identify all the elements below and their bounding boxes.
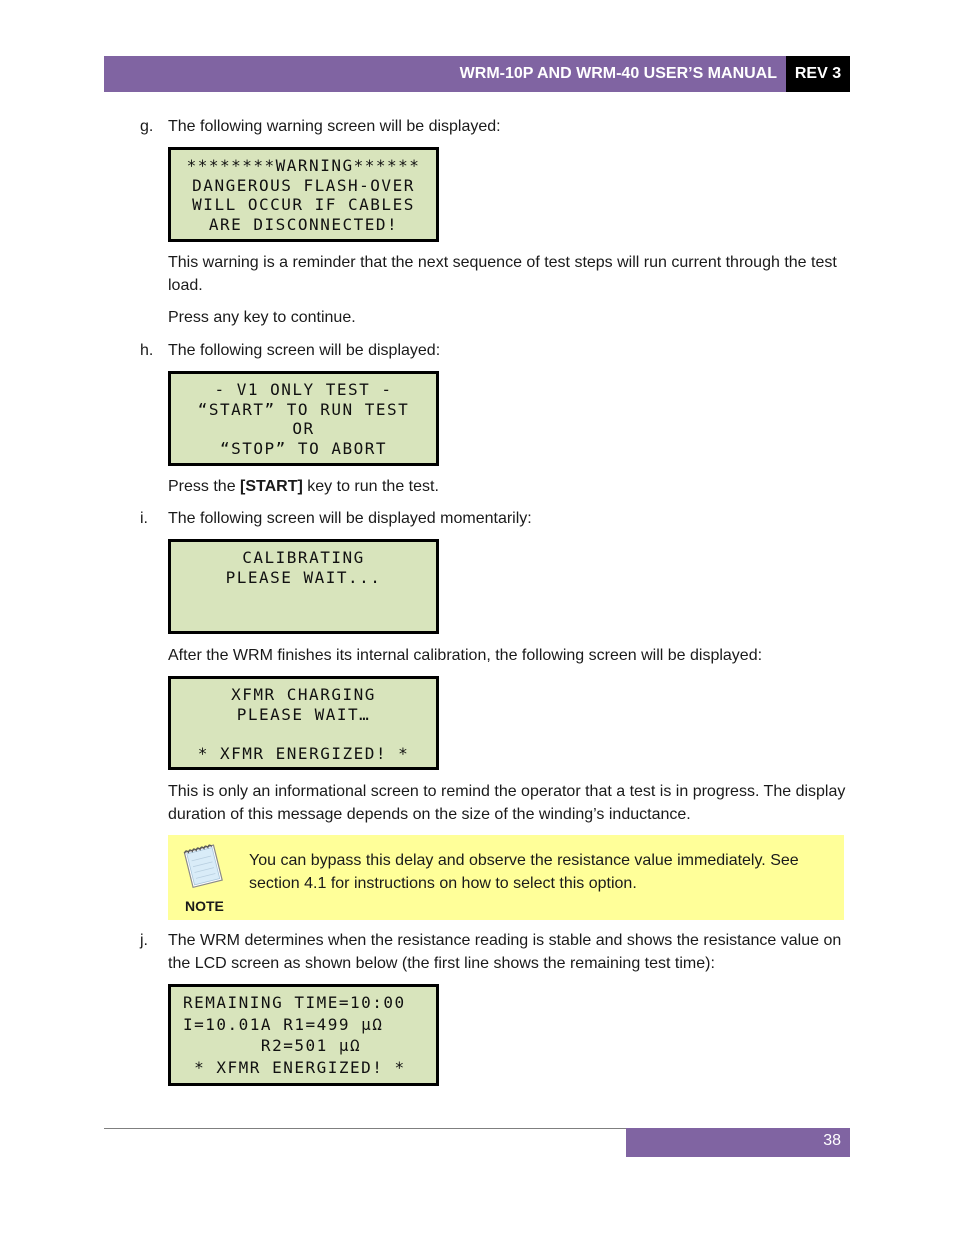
press-prefix: Press the [168, 478, 241, 495]
lcd-charging-screen [168, 676, 439, 770]
step-letter-h: h. [140, 342, 154, 359]
step-i-info-paragraph: This is only an informational screen to remind the operator that a test is in progress. The display duration of this message depends on the size of the winding’s inductance. [168, 783, 846, 823]
lcd-line: R2=501 μΩ [183, 1036, 362, 1055]
step-j-intro: The WRM determines when the resistance reading is stable and shows the resistance value on the LCD screen as shown below (the first line shows the remaining test time): [168, 932, 842, 972]
lcd-line: REMAINING TIME=10:00 [183, 993, 406, 1012]
lcd-line: “STOP” TO ABORT [220, 438, 387, 458]
note-label: NOTE [185, 898, 224, 914]
lcd-line [171, 607, 436, 627]
manual-title: WRM-10P AND WRM-40 USER’S MANUAL [459, 65, 777, 82]
lcd-line: * XFMR ENERGIZED! * [183, 1057, 406, 1077]
lcd-line [171, 587, 436, 607]
lcd-line: ARE DISCONNECTED! [208, 214, 399, 234]
notepad-icon [176, 840, 232, 890]
step-h-press-start [168, 475, 848, 498]
step-i-intro: The following screen will be displayed momentarily: [168, 510, 532, 527]
step-g-intro: The following warning screen will be displayed: [168, 118, 501, 135]
lcd-line: PLEASE WAIT… [236, 704, 371, 724]
page-number: 38 [626, 1128, 850, 1157]
start-key-label: [START] [240, 478, 303, 495]
lcd-line: CALIBRATING [242, 548, 365, 567]
lcd-line: DANGEROUS FLASH-OVER [192, 175, 415, 195]
step-g-continue: Press any key to continue. [168, 309, 356, 326]
step-h-intro: The following screen will be displayed: [168, 342, 441, 359]
step-i-after-calibration: After the WRM finishes its internal calibration, the following screen will be displayed: [168, 647, 763, 664]
step-g-paragraph: This warning is a reminder that the next sequence of test steps will run current through the test load. [168, 254, 837, 294]
note-text: You can bypass this delay and observe the resistance value immediately. See section 4.1 for instructions on how to select this option. [249, 852, 799, 892]
lcd-resistance-screen [168, 984, 439, 1086]
lcd-line [171, 724, 436, 744]
step-letter-j: j. [140, 932, 148, 949]
lcd-line: WILL OCCUR IF CABLES [192, 195, 415, 214]
lcd-line: XFMR CHARGING [231, 685, 376, 704]
lcd-line: PLEASE WAIT... [225, 567, 382, 587]
press-suffix: key to run the test. [302, 478, 439, 495]
lcd-line: I=10.01A R1=499 μΩ [183, 1014, 384, 1034]
lcd-test-start-screen [168, 371, 439, 466]
lcd-warning-screen [168, 147, 439, 242]
step-letter-i: i. [140, 510, 148, 527]
lcd-line: “START” TO RUN TEST [197, 399, 410, 419]
lcd-calibrating-screen [168, 539, 439, 634]
step-letter-g: g. [140, 118, 154, 135]
lcd-line: OR [292, 419, 315, 438]
lcd-line: ********WARNING****** [186, 156, 421, 175]
lcd-line: * XFMR ENERGIZED! * [197, 743, 410, 763]
lcd-line: - V1 ONLY TEST - [214, 380, 393, 399]
revision-badge: REV 3 [786, 56, 850, 92]
header-bar [104, 56, 786, 92]
